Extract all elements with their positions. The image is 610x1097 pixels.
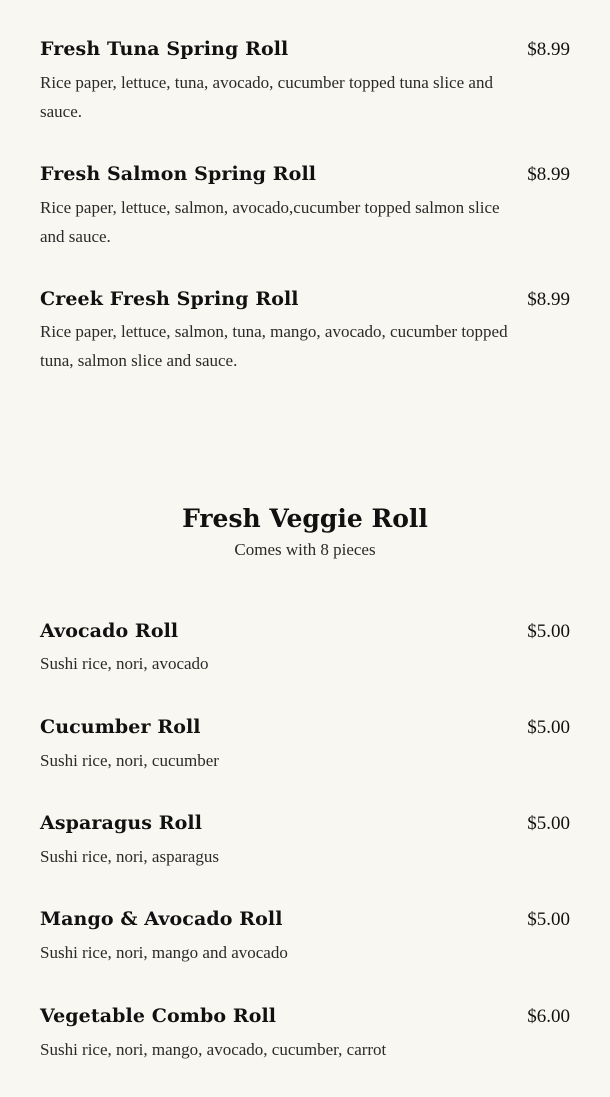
section-title: Fresh Veggie Roll [182,504,428,533]
menu-item-price: $8.99 [527,164,570,185]
menu-item-description: Rice paper, lettuce, salmon, avocado,cucumber topped salmon slice and sauce. [40,198,500,246]
menu-item-price: $5.00 [527,813,570,834]
menu-item-description: Sushi rice, nori, cucumber [40,751,219,770]
menu-item-name: Cucumber Roll [40,716,201,738]
menu-item-price: $5.00 [527,717,570,738]
menu-item-price: $5.00 [527,621,570,642]
menu-item-price: $8.99 [527,289,570,310]
menu-item-description: Sushi rice, nori, mango and avocado [40,943,288,962]
menu-item-name: Vegetable Combo Roll [40,1005,277,1027]
menu-item-name: Fresh Tuna Spring Roll [40,38,289,60]
menu-item-price: $5.00 [527,909,570,930]
menu-item-price: $8.99 [527,39,570,60]
menu-item-description: Sushi rice, nori, avocado [40,654,209,673]
menu-item-name: Creek Fresh Spring Roll [40,288,299,310]
menu-item-description: Rice paper, lettuce, salmon, tuna, mango, avocado, cucumber topped tuna, salmon slice and sauce. [40,322,508,370]
menu-item-name: Avocado Roll [40,620,179,642]
section-subtitle: Comes with 8 pieces [234,540,376,559]
menu-item-price: $6.00 [527,1006,570,1027]
menu-item-description: Sushi rice, nori, mango, avocado, cucumber, carrot [40,1040,387,1059]
menu-item-description: Rice paper, lettuce, tuna, avocado, cucumber topped tuna slice and sauce. [40,73,493,121]
menu-item-name: Asparagus Roll [40,812,203,834]
menu-item-description: Sushi rice, nori, asparagus [40,847,219,866]
menu-item-name: Fresh Salmon Spring Roll [40,163,317,185]
menu-item-name: Mango & Avocado Roll [40,908,283,930]
